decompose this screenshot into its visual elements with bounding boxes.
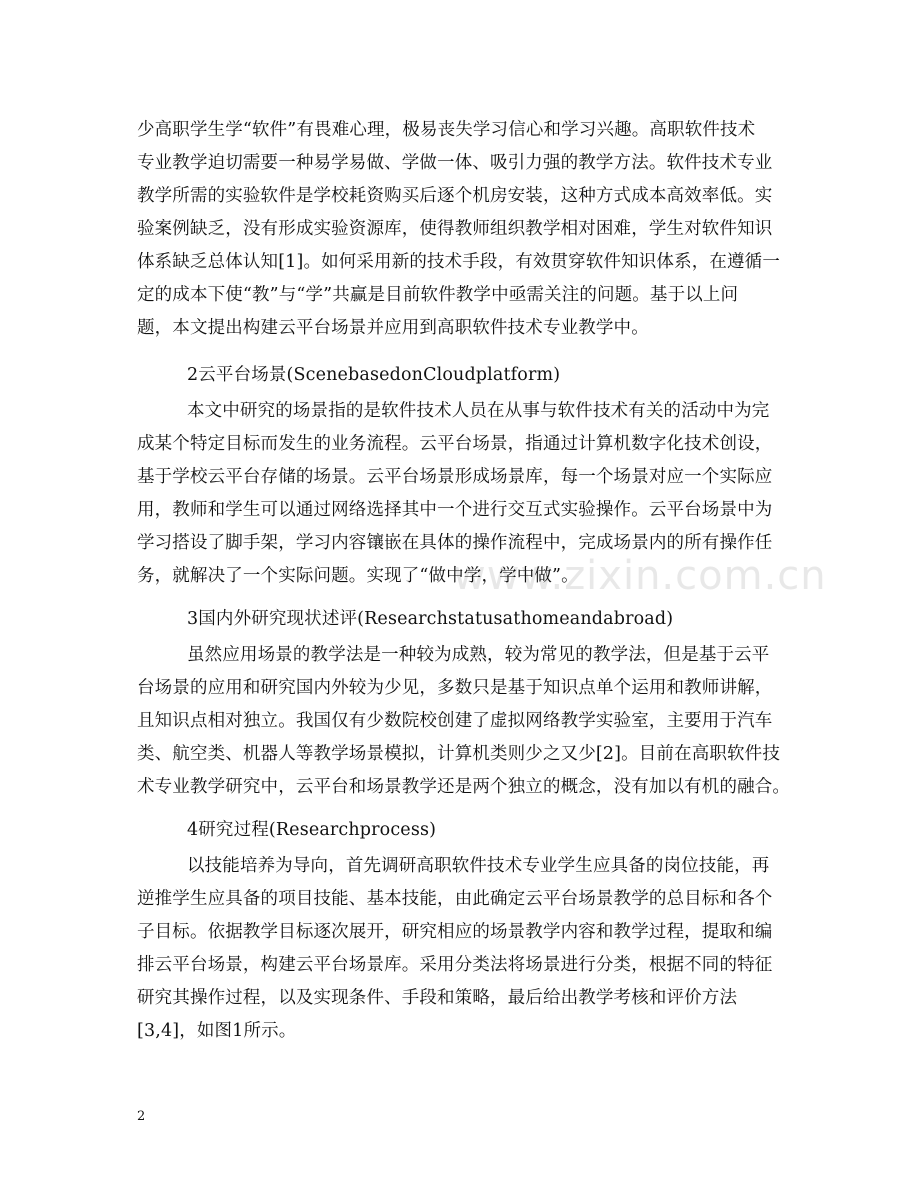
paragraph-line: 台场景的应用和研究国内外较为少见，多数只是基于知识点单个运用和教师讲解， — [137, 678, 773, 698]
section-heading: 2云平台场景(ScenebasedonCloudplatform) — [187, 365, 561, 385]
page-number: 2 — [137, 1109, 146, 1124]
paragraph-line: 类、航空类、机器人等教学场景模拟，计算机类则少之又少[2]。目前在高职软件技 — [137, 744, 780, 764]
paragraph-line: 成某个特定目标而发生的业务流程。云平台场景，指通过计算机数字化技术创设， — [137, 434, 773, 454]
paragraph-line: 虽然应用场景的教学法是一种较为成熟，较为常见的教学法，但是基于云平 — [187, 645, 770, 665]
paragraph-line: 少高职学生学“软件”有畏难心理，极易丧失学习信心和学习兴趣。高职软件技术 — [137, 120, 756, 140]
section-heading: 3国内外研究现状述评(Researchstatusathomeandabroad) — [187, 609, 674, 629]
paragraph-line: 学习搭设了脚手架，学习内容镶嵌在具体的操作流程中，完成场景内的所有操作任 — [137, 533, 773, 553]
watermark: www.zixin.com.cn — [453, 553, 827, 599]
paragraph-line: 定的成本下使“教”与“学”共赢是目前软件教学中亟需关注的问题。基于以上问 — [137, 285, 739, 305]
paragraph-line: 逆推学生应具备的项目技能、基本技能，由此确定云平台场景教学的总目标和各个 — [137, 889, 773, 909]
paragraph-line: 题，本文提出构建云平台场景并应用到高职软件技术专业教学中。 — [137, 318, 649, 338]
paragraph-line: 术专业教学研究中，云平台和场景教学还是两个独立的概念，没有加以有机的融合。 — [137, 777, 791, 797]
paragraph-line: 基于学校云平台存储的场景。云平台场景形成场景库，每一个场景对应一个实际应 — [137, 467, 773, 487]
paragraph-line: 用，教师和学生可以通过网络选择其中一个进行交互式实验操作。云平台场景中为 — [137, 500, 773, 520]
paragraph-line: [3,4]，如图1所示。 — [137, 1021, 297, 1041]
paragraph-line: 专业教学迫切需要一种易学易做、学做一体、吸引力强的教学方法。软件技术专业 — [137, 153, 773, 173]
paragraph-line: 体系缺乏总体认知[1]。如何采用新的技术手段，有效贯穿软件知识体系，在遵循一 — [137, 252, 780, 272]
paragraph-line: 子目标。依据教学目标逐次展开，研究相应的场景教学内容和教学过程，提取和编 — [137, 922, 773, 942]
paragraph-line: 本文中研究的场景指的是软件技术人员在从事与软件技术有关的活动中为完 — [187, 401, 770, 421]
paragraph-line: 验案例缺乏，没有形成实验资源库，使得教师组织教学相对困难，学生对软件知识 — [137, 219, 773, 239]
paragraph-line: 教学所需的实验软件是学校耗资购买后逐个机房安装，这种方式成本高效率低。实 — [137, 186, 773, 206]
paragraph-line: 以技能培养为导向，首先调研高职软件技术专业学生应具备的岗位技能，再 — [187, 856, 770, 876]
paragraph-line: 且知识点相对独立。我国仅有少数院校创建了虚拟网络教学实验室，主要用于汽车 — [137, 711, 773, 731]
paragraph-line: 研究其操作过程，以及实现条件、手段和策略，最后给出教学考核和评价方法 — [137, 988, 738, 1008]
section-heading: 4研究过程(Researchprocess) — [187, 820, 437, 840]
paragraph-line: 排云平台场景，构建云平台场景库。采用分类法将场景进行分类，根据不同的特征 — [137, 955, 773, 975]
paragraph-line: 务，就解决了一个实际问题。实现了“做中学，学中做”。 — [137, 566, 579, 586]
